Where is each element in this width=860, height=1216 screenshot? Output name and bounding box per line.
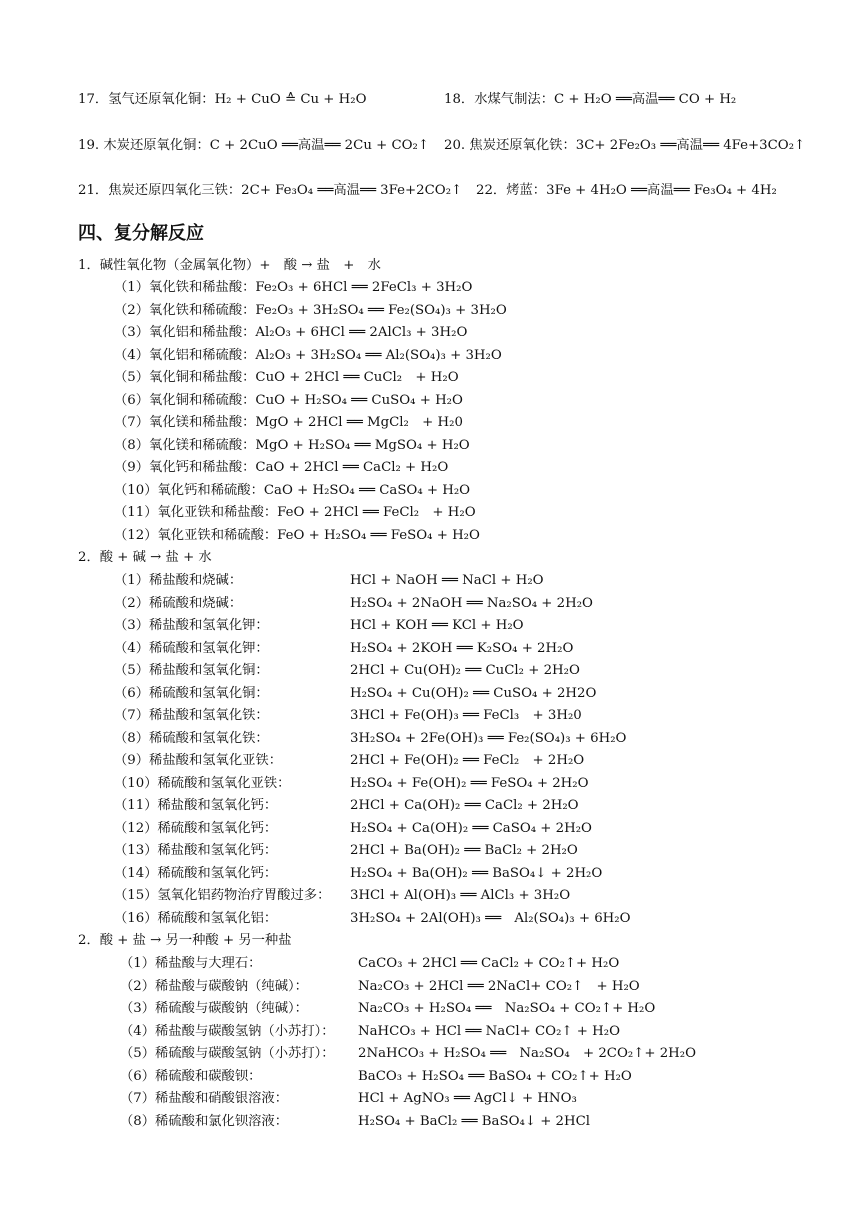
group3-item-equation: H₂SO₄ + BaCl₂ ══ BaSO₄↓ + 2HCl <box>358 1113 591 1129</box>
group1-item: （4）氧化铝和稀硫酸：Al₂O₃ + 3H₂SO₄ ══ Al₂(SO₄)₃ + 3H₂O <box>114 347 502 363</box>
group3-title: 2．酸 + 盐 → 另一种酸 + 另一种盐 <box>78 933 292 948</box>
group1-item: （5）氧化铜和稀盐酸：CuO + 2HCl ══ CuCl₂ + H₂O <box>114 370 459 385</box>
group3-item-equation: BaCO₃ + H₂SO₄ ══ BaSO₄ + CO₂↑+ H₂O <box>358 1068 632 1084</box>
reaction-17: 17．氢气还原氧化铜：H₂ + CuO ≙ Cu + H₂O <box>78 92 367 107</box>
group1-item: （2）氧化铁和稀硫酸：Fe₂O₃ + 3H₂SO₄ ══ Fe₂(SO₄)₃ + 3H₂O <box>114 302 507 318</box>
group2-item-label: （13）稀盐酸和氢氧化钙： <box>114 843 278 858</box>
group2-title: 2．酸 + 碱 → 盐 + 水 <box>78 550 212 565</box>
group2-item-equation: 2HCl + Ba(OH)₂ ══ BaCl₂ + 2H₂O <box>350 843 578 858</box>
group3-item-equation: Na₂CO₃ + H₂SO₄ ══ Na₂SO₄ + CO₂↑+ H₂O <box>358 1001 656 1016</box>
reaction-18: 18．水煤气制法：C + H₂O ══高温══ CO + H₂ <box>444 92 737 107</box>
group1-item: （12）氧化亚铁和稀硫酸：FeO + H₂SO₄ ══ FeSO₄ + H₂O <box>114 527 480 543</box>
group2-item-label: （14）稀硫酸和氢氧化钙： <box>114 865 278 881</box>
group2-item-label: （7）稀盐酸和氢氧化铁： <box>114 708 269 723</box>
group3-item-equation: Na₂CO₃ + 2HCl ══ 2NaCl+ CO₂↑ + H₂O <box>358 978 640 994</box>
reaction-19: 19. 木炭还原氧化铜：C + 2CuO ══高温══ 2Cu + CO₂↑ <box>78 138 430 153</box>
group1-item: （7）氧化镁和稀盐酸：MgO + 2HCl ══ MgCl₂ + H₂0 <box>114 415 463 430</box>
group2-item-label: （2）稀硫酸和烧碱： <box>114 595 243 611</box>
group2-item-label: （9）稀盐酸和氢氧化亚铁： <box>114 753 283 768</box>
group2-item-label: （10）稀硫酸和氢氧化亚铁： <box>114 775 291 791</box>
group3-item-label: （5）稀硫酸与碳酸氢钠（小苏打）： <box>120 1046 335 1061</box>
group3-item-label: （3）稀硫酸与碳酸钠（纯碱）： <box>120 1001 308 1016</box>
group1-item: （11）氧化亚铁和稀盐酸：FeO + 2HCl ══ FeCl₂ + H₂O <box>114 505 476 520</box>
group2-item-equation: 3H₂SO₄ + 2Fe(OH)₃ ══ Fe₂(SO₄)₃ + 6H₂O <box>350 730 627 746</box>
group2-item-equation: H₂SO₄ + Fe(OH)₂ ══ FeSO₄ + 2H₂O <box>350 775 589 791</box>
group2-item-equation: 2HCl + Cu(OH)₂ ══ CuCl₂ + 2H₂O <box>350 663 580 678</box>
group2-item-equation: 2HCl + Fe(OH)₂ ══ FeCl₂ + 2H₂O <box>350 753 585 768</box>
group2-item-equation: H₂SO₄ + Ca(OH)₂ ══ CaSO₄ + 2H₂O <box>350 820 592 836</box>
group2-item-equation: H₂SO₄ + Cu(OH)₂ ══ CuSO₄ + 2H2O <box>350 685 597 701</box>
group2-item-label: （1）稀盐酸和烧碱： <box>114 573 243 588</box>
group1-item: （10）氧化钙和稀硫酸：CaO + H₂SO₄ ══ CaSO₄ + H₂O <box>114 482 471 498</box>
group3-item-equation: 2NaHCO₃ + H₂SO₄ ══ Na₂SO₄ + 2CO₂↑+ 2H₂O <box>358 1046 696 1061</box>
group2-item-label: （12）稀硫酸和氢氧化钙： <box>114 820 278 836</box>
group2-item-equation: HCl + KOH ══ KCl + H₂O <box>350 618 524 633</box>
group2-item-equation: H₂SO₄ + 2KOH ══ K₂SO₄ + 2H₂O <box>350 640 574 656</box>
reaction-21: 21．焦炭还原四氧化三铁：2C+ Fe₃O₄ ══高温══ 3Fe+2CO₂↑ <box>78 183 463 198</box>
group3-item-label: （8）稀硫酸和氯化钡溶液： <box>120 1113 289 1129</box>
group2-item-label: （3）稀盐酸和氢氧化钾： <box>114 618 269 633</box>
group2-item-label: （5）稀盐酸和氢氧化铜： <box>114 663 269 678</box>
group3-item-equation: HCl + AgNO₃ ══ AgCl↓ + HNO₃ <box>358 1091 577 1106</box>
group1-item: （9）氧化钙和稀盐酸：CaO + 2HCl ══ CaCl₂ + H₂O <box>114 460 449 475</box>
group1-title: 1．碱性氧化物（金属氧化物）+ 酸 → 盐 + 水 <box>78 258 381 273</box>
group2-item-equation: 3H₂SO₄ + 2Al(OH)₃ ══ Al₂(SO₄)₃ + 6H₂O <box>350 910 631 926</box>
group2-item-equation: 2HCl + Ca(OH)₂ ══ CaCl₂ + 2H₂O <box>350 798 579 813</box>
group2-item-equation: H₂SO₄ + Ba(OH)₂ ══ BaSO₄↓ + 2H₂O <box>350 865 603 881</box>
group2-item-equation: HCl + NaOH ══ NaCl + H₂O <box>350 573 544 588</box>
group3-item-label: （6）稀硫酸和碳酸钡： <box>120 1068 262 1084</box>
group3-item-label: （7）稀盐酸和硝酸银溶液： <box>120 1091 289 1106</box>
group2-item-label: （15）氢氧化铝药物治疗胃酸过多： <box>114 888 331 903</box>
group2-item-label: （11）稀盐酸和氢氧化钙： <box>114 798 278 813</box>
group1-item: （6）氧化铜和稀硫酸：CuO + H₂SO₄ ══ CuSO₄ + H₂O <box>114 392 463 408</box>
group2-item-label: （4）稀硫酸和氢氧化钾： <box>114 640 269 656</box>
group1-item: （3）氧化铝和稀盐酸：Al₂O₃ + 6HCl ══ 2AlCl₃ + 3H₂O <box>114 325 468 340</box>
group2-item-equation: H₂SO₄ + 2NaOH ══ Na₂SO₄ + 2H₂O <box>350 595 593 611</box>
reaction-20: 20. 焦炭还原氧化铁：3C+ 2Fe₂O₃ ══高温══ 4Fe+3CO₂↑ <box>444 138 806 153</box>
group3-item-equation: CaCO₃ + 2HCl ══ CaCl₂ + CO₂↑+ H₂O <box>358 956 620 971</box>
group2-item-equation: 3HCl + Al(OH)₃ ══ AlCl₃ + 3H₂O <box>350 888 571 903</box>
group1-item: （8）氧化镁和稀硫酸：MgO + H₂SO₄ ══ MgSO₄ + H₂O <box>114 437 470 453</box>
reaction-22: 22．烤蓝：3Fe + 4H₂O ══高温══ Fe₃O₄ + 4H₂ <box>476 183 777 198</box>
group3-item-label: （2）稀盐酸与碳酸钠（纯碱）： <box>120 978 308 994</box>
group2-item-label: （8）稀硫酸和氢氧化铁： <box>114 730 269 746</box>
group2-item-label: （6）稀硫酸和氢氧化铜： <box>114 685 269 701</box>
group1-item: （1）氧化铁和稀盐酸：Fe₂O₃ + 6HCl ══ 2FeCl₃ + 3H₂O <box>114 280 473 295</box>
group3-item-label: （4）稀盐酸与碳酸氢钠（小苏打）： <box>120 1023 335 1039</box>
group2-item-label: （16）稀硫酸和氢氧化铝： <box>114 910 278 926</box>
group2-item-equation: 3HCl + Fe(OH)₃ ══ FeCl₃ + 3H₂0 <box>350 708 582 723</box>
group3-item-equation: NaHCO₃ + HCl ══ NaCl+ CO₂↑ + H₂O <box>358 1023 620 1039</box>
section-title: 四、复分解反应 <box>78 223 204 244</box>
group3-item-label: （1）稀盐酸与大理石： <box>120 956 262 971</box>
